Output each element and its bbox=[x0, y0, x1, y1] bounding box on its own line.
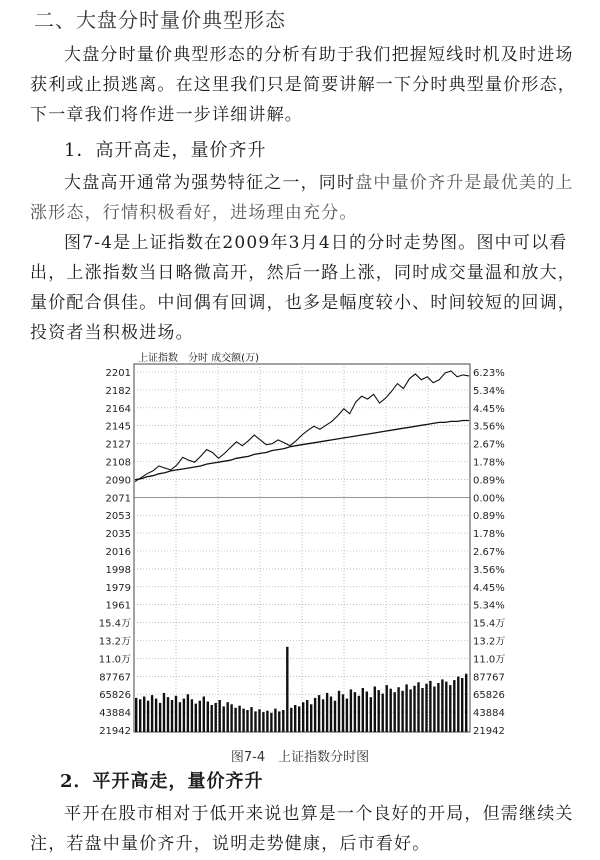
left-tick-label: 87767 bbox=[99, 672, 131, 684]
left-tick-label: 2071 bbox=[105, 493, 131, 505]
volume-bar bbox=[262, 712, 264, 732]
volume-bar bbox=[191, 699, 193, 732]
volume-bar bbox=[358, 696, 360, 732]
subsection-1-paragraph-1 bbox=[30, 168, 586, 228]
volume-bar bbox=[449, 685, 451, 732]
volume-bar bbox=[171, 700, 173, 732]
right-tick-label: 6.23% bbox=[473, 368, 505, 379]
left-tick-label: 65826 bbox=[99, 690, 131, 702]
volume-bar bbox=[254, 711, 256, 732]
subsection-1-paragraph-2: 图7-4是上证指数在2009年3月4日的分时走势图。图中可以看出，上涨指数当日略微高开，然后一路上涨，同时成交量温和放大，量价配合俱佳。中间偶有回调，也多是幅度较小、时间较短的回调，投资者当积极进场。 bbox=[30, 233, 576, 343]
volume-bar bbox=[234, 708, 236, 732]
right-tick-label: 1.78% bbox=[473, 529, 505, 541]
right-tick-label: 0.00% bbox=[473, 493, 505, 505]
volume-bar bbox=[394, 692, 396, 732]
left-tick-label: 21942 bbox=[99, 726, 131, 737]
right-tick-label: 11.0万 bbox=[473, 654, 506, 666]
volume-bar bbox=[223, 706, 225, 732]
volume-bar bbox=[465, 674, 467, 732]
volume-bar bbox=[362, 688, 364, 732]
volume-bar bbox=[207, 702, 209, 733]
right-tick-label: 1.78% bbox=[473, 457, 505, 469]
right-tick-label: 4.45% bbox=[473, 403, 505, 415]
volume-bar bbox=[211, 705, 213, 732]
right-tick-label: 5.34% bbox=[473, 385, 505, 397]
figure-caption: 图7-4 上证指数分时图 bbox=[230, 750, 370, 765]
volume-bar bbox=[401, 691, 403, 732]
volume-bar bbox=[421, 688, 423, 732]
volume-bar bbox=[203, 697, 205, 733]
right-tick-label: 87767 bbox=[473, 672, 505, 684]
left-tick-label: 2145 bbox=[105, 421, 131, 433]
volume-bar bbox=[294, 705, 296, 732]
volume-bar bbox=[429, 681, 431, 732]
intro-paragraph: 大盘分时量价典型形态的分析有助于我们把握短线时机及时进场获利或止损逃离。在这里我们只是简要讲解一下分时典型量价形态，下一章我们将作进一步详细讲解。 bbox=[30, 45, 576, 125]
volume-bar bbox=[350, 689, 352, 732]
volume-bar bbox=[453, 680, 455, 732]
volume-bar bbox=[334, 701, 336, 732]
left-tick-label: 2016 bbox=[105, 547, 131, 558]
volume-bar bbox=[445, 682, 447, 732]
volume-bar bbox=[183, 699, 185, 732]
left-tick-label: 1998 bbox=[105, 564, 131, 576]
volume-bar bbox=[155, 699, 157, 732]
volume-bar bbox=[457, 677, 459, 732]
volume-bar bbox=[298, 706, 300, 732]
left-tick-label: 15.4万 bbox=[98, 618, 131, 630]
chart-title: 上证指数 分时 成交额(万) bbox=[138, 353, 259, 364]
right-tick-label: 0.89% bbox=[473, 475, 505, 487]
volume-bar bbox=[370, 697, 372, 732]
volume-bar bbox=[135, 698, 137, 732]
left-tick-label: 2182 bbox=[105, 385, 131, 397]
volume-bar bbox=[163, 693, 165, 732]
volume-bar bbox=[437, 683, 439, 732]
left-tick-label: 2090 bbox=[105, 475, 131, 487]
volume-bar bbox=[167, 697, 169, 732]
volume-bar bbox=[286, 647, 288, 732]
volume-bar bbox=[386, 685, 388, 732]
volume-bar bbox=[278, 711, 280, 732]
intraday-chart bbox=[90, 350, 514, 738]
volume-bar bbox=[282, 710, 284, 732]
volume-bar bbox=[417, 682, 419, 732]
section-heading: 二、大盘分时量价典型形态 bbox=[34, 8, 286, 32]
volume-bar bbox=[413, 686, 415, 732]
volume-bar bbox=[227, 702, 229, 732]
right-tick-label: 3.56% bbox=[473, 421, 505, 433]
volume-bar bbox=[378, 690, 380, 732]
volume-bar bbox=[318, 695, 320, 732]
volume-bar bbox=[195, 704, 197, 732]
volume-bar bbox=[390, 689, 392, 732]
volume-bar bbox=[382, 694, 384, 732]
volume-bar bbox=[187, 694, 189, 732]
volume-bar bbox=[338, 691, 340, 732]
volume-bar bbox=[151, 695, 153, 732]
subsection-2-title: 2．平开高走，量价齐升 bbox=[60, 771, 264, 792]
left-tick-label: 2035 bbox=[105, 529, 131, 541]
right-tick-label: 15.4万 bbox=[473, 618, 506, 630]
right-tick-label: 65826 bbox=[473, 690, 505, 702]
volume-bar bbox=[230, 704, 232, 732]
chart-svg bbox=[90, 350, 514, 738]
volume-bar bbox=[374, 687, 376, 733]
volume-bar bbox=[143, 697, 145, 733]
left-tick-label: 2108 bbox=[105, 457, 131, 469]
volume-bar bbox=[326, 693, 328, 732]
subsection-2-paragraph: 平开在股市相对于低开来说也算是一个良好的开局，但需继续关注，若盘中量价齐升，说明走势健康，后市看好。 bbox=[30, 804, 574, 854]
volume-bar bbox=[433, 687, 435, 733]
left-tick-label: 2201 bbox=[105, 368, 131, 379]
volume-bar bbox=[242, 709, 244, 732]
volume-bar bbox=[306, 700, 308, 732]
right-tick-label: 5.34% bbox=[473, 600, 505, 612]
volume-bar bbox=[139, 699, 141, 732]
paragraph-text-b: 盘中量价齐升是最优美的上涨形态，行情积极看好，进场理由充分。 bbox=[30, 173, 574, 223]
volume-bar bbox=[250, 707, 252, 732]
volume-bar bbox=[342, 694, 344, 732]
right-tick-label: 2.67% bbox=[473, 547, 505, 558]
volume-bar bbox=[425, 684, 427, 732]
volume-bar bbox=[290, 708, 292, 732]
volume-bar bbox=[199, 701, 201, 732]
left-tick-label: 13.2万 bbox=[98, 636, 131, 648]
volume-bar bbox=[330, 697, 332, 733]
volume-bar bbox=[441, 679, 443, 732]
volume-bar bbox=[270, 713, 272, 732]
left-tick-label: 2164 bbox=[105, 403, 131, 415]
volume-bar bbox=[219, 700, 221, 732]
volume-bar bbox=[258, 709, 260, 732]
volume-bar bbox=[366, 692, 368, 733]
right-tick-label: 4.45% bbox=[473, 582, 505, 594]
right-tick-labels bbox=[473, 368, 505, 737]
right-tick-label: 3.56% bbox=[473, 564, 505, 576]
left-tick-label: 1961 bbox=[105, 600, 131, 612]
volume-bar bbox=[179, 702, 181, 732]
volume-bar bbox=[274, 709, 276, 732]
volume-bar bbox=[322, 699, 324, 732]
volume-bar bbox=[266, 711, 268, 732]
volume-bar bbox=[397, 687, 399, 732]
volume-bar bbox=[346, 699, 348, 732]
paragraph-text-a: 大盘高开通常为强势特征之一，同时 bbox=[64, 173, 356, 193]
volume-bar bbox=[405, 684, 407, 732]
right-tick-label: 13.2万 bbox=[473, 636, 506, 648]
subsection-1-title: 1．高开高走，量价齐升 bbox=[64, 140, 267, 161]
left-tick-label: 43884 bbox=[99, 708, 131, 720]
left-tick-label: 1979 bbox=[105, 582, 131, 594]
volume-bar bbox=[215, 703, 217, 732]
right-tick-label: 0.89% bbox=[473, 511, 505, 523]
volume-bar bbox=[246, 710, 248, 732]
volume-bar bbox=[175, 696, 177, 732]
right-tick-label: 2.67% bbox=[473, 439, 505, 451]
volume-bar bbox=[302, 702, 304, 732]
volume-bar bbox=[147, 701, 149, 732]
left-tick-label: 2053 bbox=[105, 511, 131, 523]
right-tick-label: 21942 bbox=[473, 726, 505, 737]
left-tick-label: 11.0万 bbox=[98, 654, 131, 666]
volume-bar bbox=[159, 703, 161, 732]
volume-bar bbox=[409, 689, 411, 732]
left-tick-label: 2127 bbox=[105, 439, 131, 451]
volume-bar bbox=[310, 704, 312, 732]
volume-bar bbox=[238, 706, 240, 732]
volume-bar bbox=[314, 698, 316, 732]
volume-bar bbox=[354, 692, 356, 732]
right-tick-label: 43884 bbox=[473, 708, 505, 720]
volume-bar bbox=[461, 678, 463, 732]
